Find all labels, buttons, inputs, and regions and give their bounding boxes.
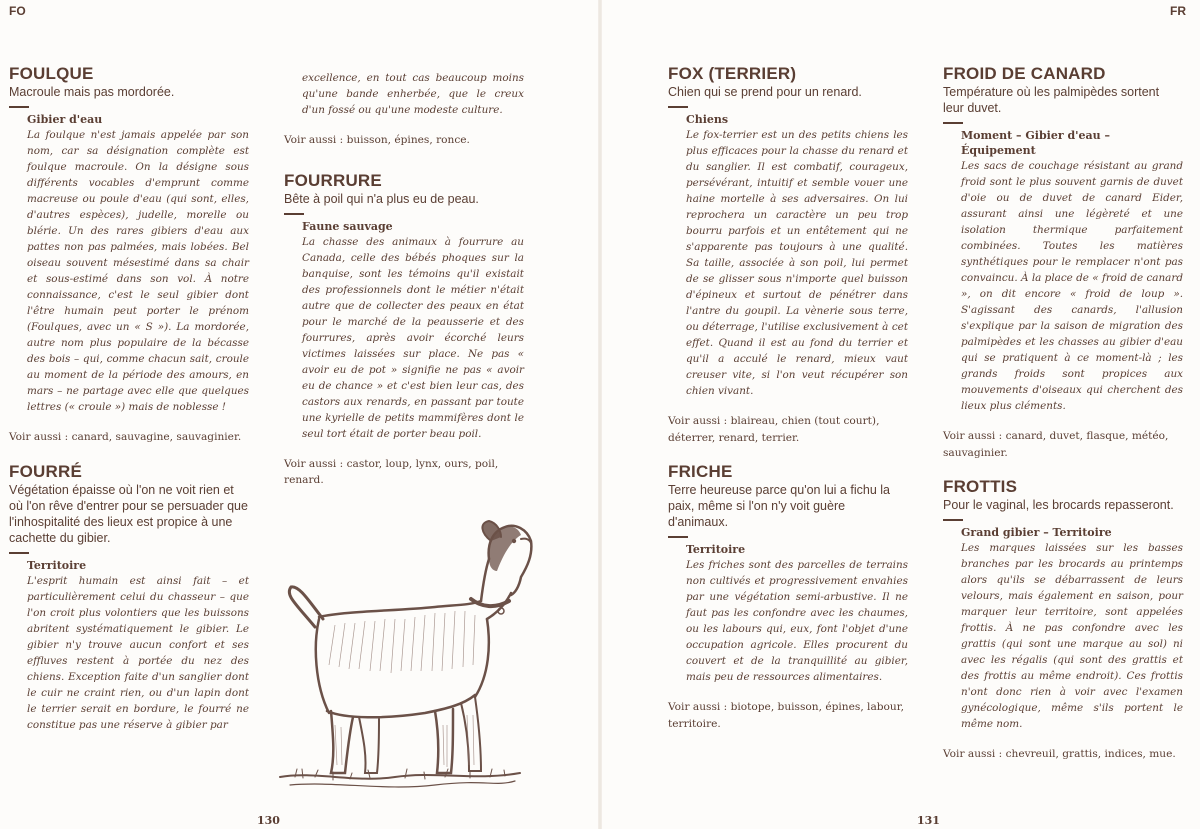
theme-label: Grand gibier – Territoire [961,526,1112,539]
entry-froid-de-canard [943,64,1183,461]
definition: Macroule mais pas mordorée. [9,85,175,99]
entry-body [9,558,249,733]
section-tag-left: FO [9,4,26,18]
entry-body [284,219,524,442]
headword: FRICHE [668,462,733,481]
see-also: Voir aussi : blaireau, chien (tout court), déterrer, renard, terrier. [668,415,880,444]
theme-label: Moment – Gibier d'eau – Équipement [961,129,1110,157]
column-4 [943,64,1183,779]
entry-body [284,70,524,118]
entry-fourre-continued [284,70,524,149]
entry-friche [668,462,908,732]
see-also: Voir aussi : canard, duvet, flasque, météo, sauvaginier. [943,430,1169,459]
divider [284,213,304,215]
definition: Chien qui se prend pour un renard. [668,85,862,99]
definition: Bête à poil qui n'a plus eu de peau. [284,191,479,206]
headword: FROTTIS [943,477,1018,496]
definition: Terre heureuse parce qu'on lui a fichu la paix, même si l'on n'y voit guère d'animaux. [668,483,890,529]
page-number-left: 130 [257,814,280,827]
divider [943,122,963,124]
fox-terrier-engraving-icon [275,515,535,805]
entry-body [943,128,1183,414]
entry-fourre [9,462,249,733]
column-2 [284,70,524,505]
entry-foulque [9,64,249,446]
book-gutter [598,0,602,829]
entry-frottis [943,477,1183,763]
divider [943,519,963,521]
definition: Pour le vaginal, les brocards repasseront. [943,498,1174,512]
definition: Végétation épaisse où l'on ne voit rien et où l'on rêve d'entrer pour se persuader que l'inhospitalité des lieux est propice à une cachette du gibier. [9,482,248,545]
entry-body [9,112,249,415]
theme-label: Territoire [686,543,746,556]
headword: FROID DE CANARD [943,64,1106,83]
entry-fourrure [284,171,524,489]
entry-text: L'esprit humain est ainsi fait – et particulièrement celui du chasseur – que l'on croit plus volontiers que les buissons abritent systématiquement le gibier. Le gibier n'y trouve aucun confort et ses effluves restent à portée du nez des chiens. Exception faite d'un sanglier dont le cuir ne craint rien, ou d'un lapin dont le terrier serait en bordure, le fourré ne constitue pas une réserve à gibier par [27,574,249,731]
divider [9,106,29,108]
headword: FOURRÉ [9,461,82,481]
definition: Température où les palmipèdes sortent leur duvet. [943,85,1160,115]
divider [9,552,29,554]
entry-text: Les sacs de couchage résistant au grand froid sont le plus souvent garnis de duvet d'oie ou de duvet de canard Eider, assurant ainsi une légèreté et une isolation thermique parfaitement combinées. Toutes les matières synthétiques pour le remplacer n'ont pas convaincu. À la place de « froid de canard », on dit encore « froid de loup ». S'agissant des canards, l'allusion s'explique par la saison de migration des palmipèdes et les chasses au gibier d'eau qui se pratiquent à ce moment-là ; les grands froids sont propices aux mouvements d'oiseaux qui cherchent des lieux plus cléments. [961,160,1183,412]
entry-body [943,525,1183,732]
entry-body [668,542,908,685]
section-tag-right: FR [1170,4,1186,18]
theme-label: Faune sauvage [302,219,393,233]
see-also: Voir aussi : chevreuil, grattis, indices, mue. [943,748,1176,760]
entry-text: Les marques laissées sur les basses branches par les brocards au printemps alors qu'ils se débarrassent de leurs velours, mais également en saison, pour marquer leur territoire, sont appelées frottis. À ne pas confondre avec les grattis (qui sont une marque au sol) ni avec les régalis (qui sont des grattis et des frottis au même endroit). Ces frottis n'ont donc rien à voir avec l'examen gynécologique, même s'ils portent le même nom. [961,542,1183,730]
entry-text: La foulque n'est jamais appelée par son nom, car sa désignation complète est foulque macroule. On la désigne sous différents vocables d'emprunt comme macreuse ou poule d'eau (qui sont, elles, d'autres espèces), judelle, morelle ou blérie. Un des rares gibiers d'eau aux pattes non pas palmées, mais lobées. Bel oiseau souvent mésestimé dans sa chair et sous-estimé dans son vol. À notre connaissance, c'est le seul gibier dont l'être humain peut porter le prénom (Foulques, avec un « S »). La mordorée, autre nom plus populaire de la bécasse des bois – qui, comme chacun sait, croule au moment de la période des amours, en mars – ne partage avec elle que quelques lettres (« croule ») mais de noblesse ! [27,129,249,413]
page-number-right: 131 [917,814,940,827]
entry-text-continued: excellence, en tout cas beaucoup moins qu'une bande enherbée, que le creux d'un fossé ou qu'une modeste culture. [302,72,524,116]
entry-text: Les friches sont des parcelles de terrains non cultivés et progressivement envahies par une végétation semi-arbustive. Il ne faut pas les confondre avec les chaumes, ou les labours qui, eux, font l'objet d'une occupation agricole. Elles procurent du couvert et de la tranquillité au gibier, mais peu de ressources alimentaires. [686,559,908,683]
theme-label: Chiens [686,113,729,126]
headword: FOURRURE [284,170,382,190]
entry-body [668,112,908,399]
see-also: Voir aussi : castor, loup, lynx, ours, poil, renard. [284,457,499,486]
column-1 [9,64,249,749]
see-also: Voir aussi : canard, sauvagine, sauvaginier. [9,431,242,443]
theme-label: Gibier d'eau [27,113,103,126]
see-also: Voir aussi : biotope, buisson, épines, labour, territoire. [668,701,905,730]
entry-fox-terrier [668,64,908,446]
theme-label: Territoire [27,558,87,572]
divider [668,536,688,538]
entry-text: Le fox-terrier est un des petits chiens les plus efficaces pour la chasse du renard et du sanglier. Il est combatif, courageux, persévérant, intuitif et semble vouer une haine mortelle à ses adversaires. On lui reprochera un caractère un peu trop bourru parfois et un entêtement qui ne s'apparente pas toujours à une qualité. Sa taille, associée à son poil, lui permet de se glisser sous n'importe quel buisson d'épineux et surtout de pénétrer dans l'antre du goupil. La vènerie sous terre, ou déterrage, l'utilise exclusivement à cet effet. Quand il est au fond du terrier et qu'il a acculé le renard, mieux vaut creuser vite, si l'on veut récupérer son chien vivant. [686,129,908,397]
divider [668,106,688,108]
headword: FOULQUE [9,64,94,83]
see-also: Voir aussi : buisson, épines, ronce. [284,134,470,146]
column-3 [668,64,908,748]
entry-text: La chasse des animaux à fourrure au Canada, celle des bébés phoques sur la banquise, sont les témoins qu'il existait des professionnels dont le métier n'était autre que de collecter des peaux en état pour le marché de la peausserie et des fourrures, après avoir écorché leurs victimes laissées sur place. Ne pas « avoir eu de pot » signifie ne pas « avoir eu de chance » et c'est bien leur cas, des castors aux renards, en passant par toute une kyrielle de petits mammifères dont le seul tort était de porter beau poil. [302,235,524,440]
headword: FOX (TERRIER) [668,64,797,83]
